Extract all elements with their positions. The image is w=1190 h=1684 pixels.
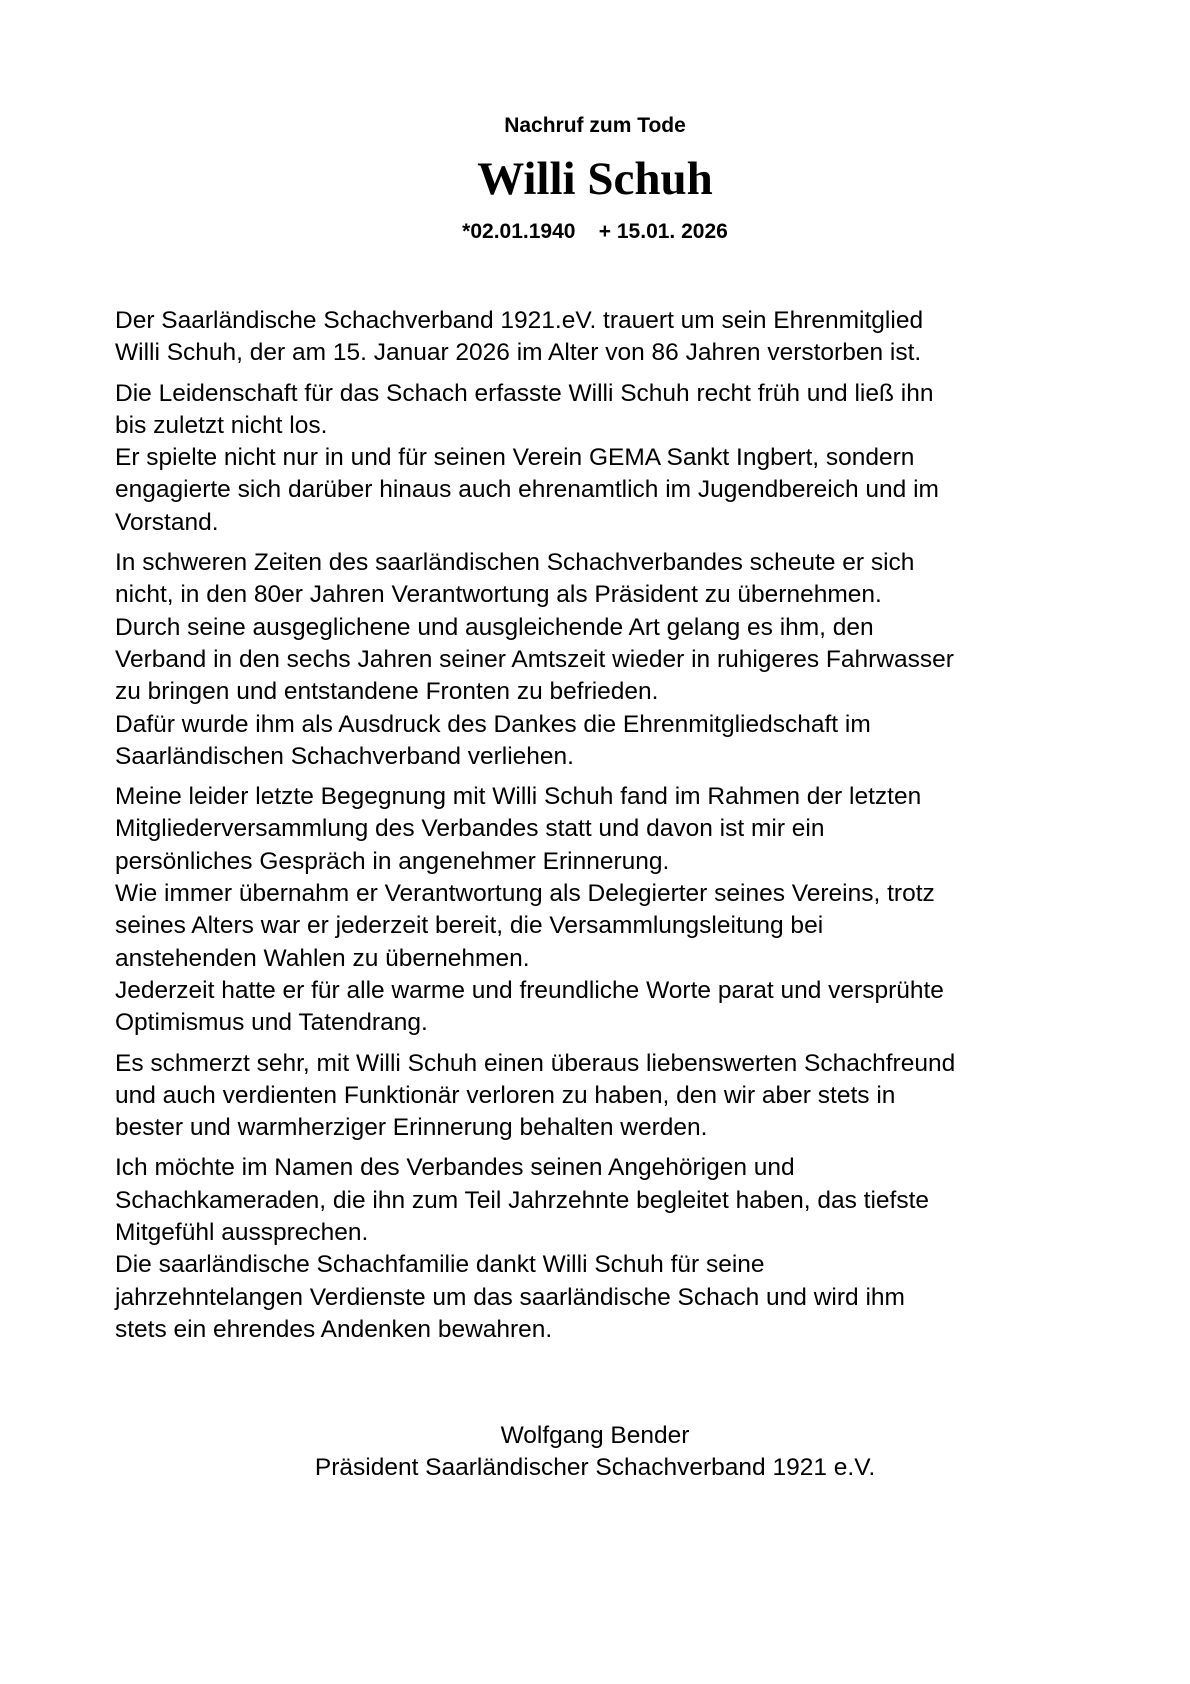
paragraph-4 [115,781,1115,1039]
text-line: bester und warmherziger Erinnerung behalten werden. [115,1114,708,1142]
text-line: Mitgefühl aussprechen. [115,1219,369,1247]
text-line: stets ein ehrendes Andenken bewahren. [115,1315,553,1343]
text-line: Schachkameraden, die ihn zum Teil Jahrzehnte begleitet haben, das tiefste [115,1186,930,1214]
text-line: Er spielte nicht nur in und für seinen Verein GEMA Sankt Ingbert, sondern [115,444,915,472]
text-line: Mitgliederversammlung des Verbandes statt und davon ist mir ein [115,815,825,843]
text-line: Der Saarländische Schachverband 1921.eV. trauert um sein Ehrenmitglied [115,307,924,334]
text-line: und auch verdienten Funktionär verloren zu haben, den wir aber stets in [115,1081,896,1109]
text-line: seines Alters war er jederzeit bereit, die Versammlungsleitung bei [115,912,824,940]
signature-block [0,1420,1190,1485]
text-line: Verband in den sechs Jahren seiner Amtszeit wieder in ruhigeres Fahrwasser [115,645,954,673]
text-line: In schweren Zeiten des saarländischen Schachverbandes scheute er sich [115,549,915,577]
signatory-title: Präsident Saarländischer Schachverband 1921 e.V. [314,1454,876,1482]
text-line: Die Leidenschaft für das Schach erfasste Willi Schuh recht früh und ließ ihn [115,379,934,407]
text-line: Durch seine ausgeglichene und ausgleichende Art gelang es ihm, den [115,613,874,641]
signatory-name: Wolfgang Bender [500,1422,690,1449]
paragraph-1 [115,305,1115,370]
text-line: bis zuletzt nicht los. [115,411,328,439]
text-line: zu bringen und entstandene Fronten zu befrieden. [115,678,659,706]
text-line: Die saarländische Schachfamilie dankt Willi Schuh für seine [115,1251,765,1279]
text-line: Willi Schuh, der am 15. Januar 2026 im Alter von 86 Jahren verstorben ist. [115,339,922,367]
deceased-name-title: Willi Schuh [477,153,713,205]
paragraph-6 [115,1152,1115,1346]
text-line: Meine leider letzte Begegnung mit Willi Schuh fand im Rahmen der letzten [115,783,922,811]
text-line: Jederzeit hatte er für alle warme und freundliche Worte parat und versprühte [115,976,944,1004]
text-line: engagierte sich darüber hinaus auch ehrenamtlich im Jugendbereich und im [115,476,939,504]
text-line: Vorstand. [115,508,219,536]
life-dates: *02.01.1940 + 15.01. 2026 [462,220,728,243]
text-line: Ich möchte im Namen des Verbandes seinen Angehörigen und [115,1154,795,1182]
text-line: Dafür wurde ihm als Ausdruck des Dankes die Ehrenmitgliedschaft im [115,710,871,738]
obituary-body [115,305,1115,1354]
text-line: persönliches Gespräch in angenehmer Erinnerung. [115,847,670,875]
paragraph-3 [115,547,1115,773]
text-line: Saarländischen Schachverband verliehen. [115,742,574,770]
text-line: jahrzehntelangen Verdienste um das saarländische Schach und wird ihm [115,1283,905,1311]
paragraph-5 [115,1048,1115,1145]
text-line: Wie immer übernahm er Verantwortung als Delegierter seines Vereins, trotz [115,880,935,908]
document-subtitle: Nachruf zum Tode [504,114,686,137]
text-line: Optimismus und Tatendrang. [115,1009,428,1037]
text-line: Es schmerzt sehr, mit Willi Schuh einen überaus liebenswerten Schachfreund [115,1049,956,1077]
paragraph-2 [115,378,1115,539]
text-line: anstehenden Wahlen zu übernehmen. [115,944,530,972]
text-line: nicht, in den 80er Jahren Verantwortung als Präsident zu übernehmen. [115,581,882,609]
